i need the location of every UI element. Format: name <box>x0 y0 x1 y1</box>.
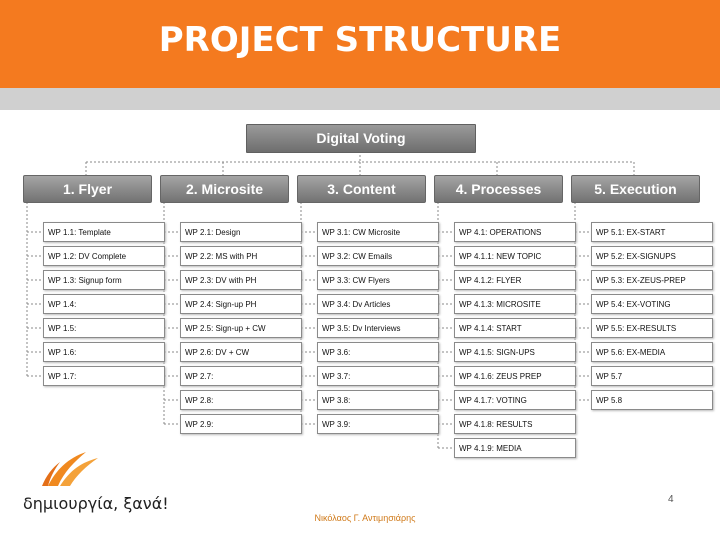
work-package-box: WP 3.1: CW Microsite <box>317 222 439 242</box>
logo-text: δημιουργία, ξανά! <box>23 494 169 513</box>
work-package-box: WP 1.3: Signup form <box>43 270 165 290</box>
work-package-box: WP 2.1: Design <box>180 222 302 242</box>
work-package-box: WP 4.1.8: RESULTS <box>454 414 576 434</box>
logo-swoosh-icon <box>38 450 128 490</box>
work-package-box: WP 1.6: <box>43 342 165 362</box>
work-package-box: WP 4.1.4: START <box>454 318 576 338</box>
work-package-box: WP 3.2: CW Emails <box>317 246 439 266</box>
work-package-box: WP 4.1.7: VOTING <box>454 390 576 410</box>
work-package-box: WP 5.2: EX-SIGNUPS <box>591 246 713 266</box>
work-package-box: WP 3.9: <box>317 414 439 434</box>
column-header-5: 5. Execution <box>571 175 700 203</box>
work-package-box: WP 3.7: <box>317 366 439 386</box>
work-package-box: WP 5.7 <box>591 366 713 386</box>
work-package-box: WP 5.4: EX-VOTING <box>591 294 713 314</box>
work-package-box: WP 1.2: DV Complete <box>43 246 165 266</box>
work-package-box: WP 2.9: <box>180 414 302 434</box>
work-package-box: WP 1.7: <box>43 366 165 386</box>
work-package-box: WP 1.1: Template <box>43 222 165 242</box>
work-package-box: WP 5.8 <box>591 390 713 410</box>
column-header-1: 1. Flyer <box>23 175 152 203</box>
work-package-box: WP 2.3: DV with PH <box>180 270 302 290</box>
column-header-3: 3. Content <box>297 175 426 203</box>
work-package-box: WP 1.4: <box>43 294 165 314</box>
author-name: Νικόλαος Γ. Αντιμησιάρης <box>314 513 416 523</box>
work-package-box: WP 5.5: EX-RESULTS <box>591 318 713 338</box>
work-package-box: WP 4.1.6: ZEUS PREP <box>454 366 576 386</box>
work-package-box: WP 2.6: DV + CW <box>180 342 302 362</box>
work-package-box: WP 5.3: EX-ZEUS-PREP <box>591 270 713 290</box>
column-header-2: 2. Microsite <box>160 175 289 203</box>
work-package-box: WP 3.6: <box>317 342 439 362</box>
work-package-box: WP 2.7: <box>180 366 302 386</box>
work-package-box: WP 5.6: EX-MEDIA <box>591 342 713 362</box>
work-package-box: WP 4.1: OPERATIONS <box>454 222 576 242</box>
work-package-box: WP 4.1.9: MEDIA <box>454 438 576 458</box>
work-package-box: WP 4.1.2: FLYER <box>454 270 576 290</box>
work-package-box: WP 4.1.3: MICROSITE <box>454 294 576 314</box>
page-title: PROJECT STRUCTURE <box>158 20 562 60</box>
page-number: 4 <box>668 494 674 505</box>
work-package-box: WP 1.5: <box>43 318 165 338</box>
work-package-box: WP 2.4: Sign-up PH <box>180 294 302 314</box>
column-header-4: 4. Processes <box>434 175 563 203</box>
root-node: Digital Voting <box>246 124 476 153</box>
work-package-box: WP 4.1.1: NEW TOPIC <box>454 246 576 266</box>
work-package-box: WP 3.5: Dv Interviews <box>317 318 439 338</box>
work-package-box: WP 2.5: Sign-up + CW <box>180 318 302 338</box>
work-package-box: WP 3.8: <box>317 390 439 410</box>
work-package-box: WP 5.1: EX-START <box>591 222 713 242</box>
work-package-box: WP 3.3: CW Flyers <box>317 270 439 290</box>
work-package-box: WP 4.1.5: SIGN-UPS <box>454 342 576 362</box>
work-package-box: WP 2.8: <box>180 390 302 410</box>
work-package-box: WP 2.2: MS with PH <box>180 246 302 266</box>
work-package-box: WP 3.4: Dv Articles <box>317 294 439 314</box>
